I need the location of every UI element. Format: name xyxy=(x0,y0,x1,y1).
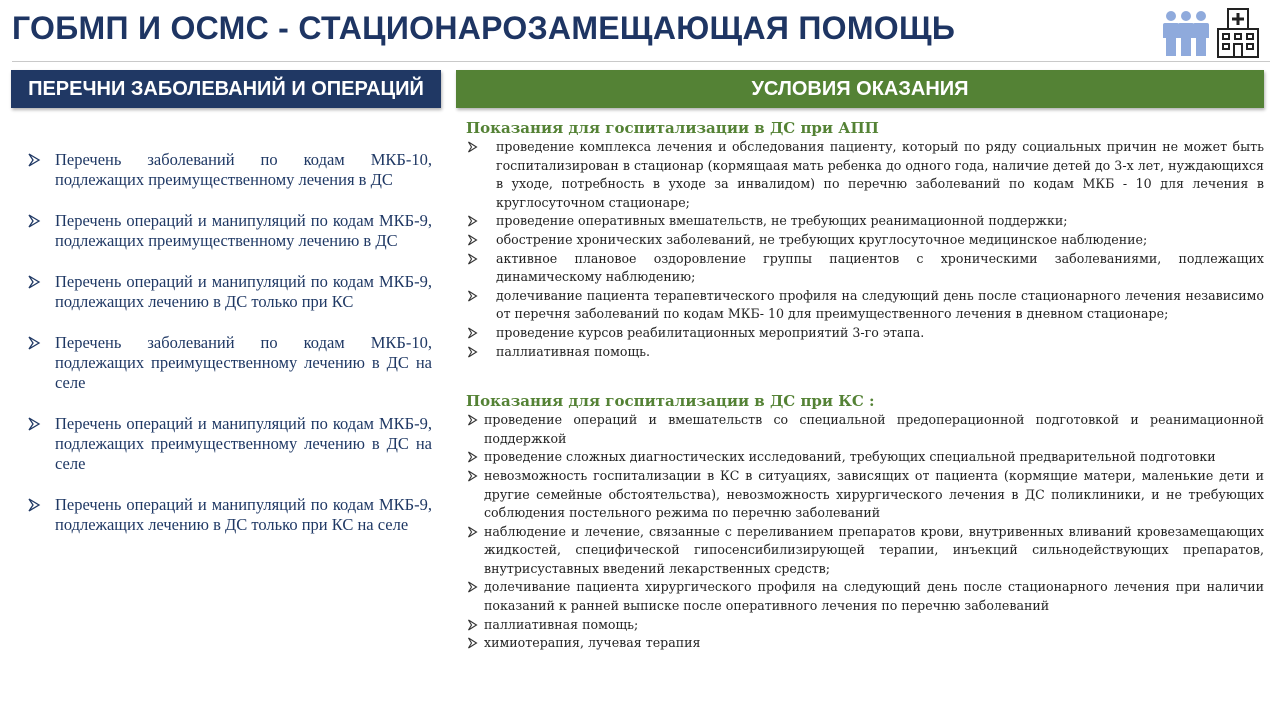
list-item: проведение операций и вмешательств со специальной предоперационной подготовкой и реанимационной поддержкой xyxy=(466,411,1264,448)
title-divider xyxy=(12,61,1270,62)
arrow-bullet-icon xyxy=(467,413,478,427)
list-item: активное плановое оздоровление группы пациентов с хроническими заболеваниями, подлежащих динамическому наблюдению; xyxy=(466,250,1264,287)
disease-lists xyxy=(27,150,432,556)
arrow-bullet-icon xyxy=(467,326,478,340)
section-title-ks: Показания для госпитализации в ДС при КС : xyxy=(466,392,875,411)
arrow-bullet-icon xyxy=(467,252,478,266)
arrow-bullet-icon xyxy=(467,289,478,303)
arrow-bullet-icon xyxy=(27,495,41,515)
list-item: Перечень операций и манипуляций по кодам МКБ-9, подлежащих лечению в ДС только при КС на селе xyxy=(27,495,432,535)
arrow-bullet-icon xyxy=(467,214,478,228)
left-panel-heading: ПЕРЕЧНИ ЗАБОЛЕВАНИЙ И ОПЕРАЦИЙ xyxy=(11,70,441,108)
list-item: Перечень заболеваний по кодам МКБ-10, подлежащих преимущественному лечения в ДС xyxy=(27,150,432,190)
list-item: обострение хронических заболеваний, не требующих круглосуточное медицинское наблюдение; xyxy=(466,231,1264,250)
arrow-bullet-icon xyxy=(467,140,478,154)
arrow-bullet-icon xyxy=(27,333,41,353)
list-item: долечивание пациента терапевтического профиля на следующий день после стационарного лечения независимо от перечня заболеваний по кодам МКБ- 10 для преимущественного лечения в дневном стационаре; xyxy=(466,287,1264,324)
header-icons xyxy=(1162,6,1268,60)
arrow-bullet-icon xyxy=(27,150,41,170)
section-title-app: Показания для госпитализации в ДС при АПП xyxy=(466,119,879,137)
list-item: проведение комплекса лечения и обследования пациенту, который по ряду социальных причин не может быть госпитализирован в стационар (кормящаая мать ребенка до одного года, наличие детей до 3-х лет, нуждающихся в уходе, потребность в уходе за инвалидом) по перечню заболеваний по кодам МКБ - 10 для лечения в круглосуточном стационаре; xyxy=(466,138,1264,212)
arrow-bullet-icon xyxy=(467,618,478,632)
list-item: Перечень операций и манипуляций по кодам МКБ-9, подлежащих преимущественному лечению в ДС на селе xyxy=(27,414,432,474)
list-item: химиотерапия, лучевая терапия xyxy=(466,634,1264,653)
arrow-bullet-icon xyxy=(467,345,478,359)
list-item: проведение курсов реабилитационных мероприятий 3-го этапа. xyxy=(466,324,1264,343)
arrow-bullet-icon xyxy=(467,525,478,539)
arrow-bullet-icon xyxy=(467,233,478,247)
people-icon xyxy=(1163,11,1209,56)
list-item: паллиативная помощь; xyxy=(466,616,1264,635)
arrow-bullet-icon xyxy=(27,211,41,231)
hospital-icon xyxy=(1218,9,1258,57)
arrow-bullet-icon xyxy=(27,272,41,292)
list-item: наблюдение и лечение, связанные с переливанием препаратов крови, внутривенных вливаний кровезамещающих жидкостей, специфической гипосенсибилизирующей терапии, инъекций сильнодействующих препаратов, внутрисуставных введений лекарственных средств; xyxy=(466,523,1264,579)
list-item: невозможность госпитализации в КС в ситуациях, зависящих от пациента (кормящие матери, маленькие дети и другие семейные обстоятельства), невозможность хирургического лечения в ДС поликлиники, и не требующих соблюдения постельного режима по перечню заболеваний xyxy=(466,467,1264,523)
list-item: проведение сложных диагностических исследований, требующих специальной предварительной подготовки xyxy=(466,448,1264,467)
list-item: Перечень операций и манипуляций по кодам МКБ-9, подлежащих лечению в ДС только при КС xyxy=(27,272,432,312)
conditions-content xyxy=(466,118,1264,653)
list-item: паллиативная помощь. xyxy=(466,343,1264,362)
page-title: ГОБМП И ОСМС - СТАЦИОНАРОЗАМЕЩАЮЩАЯ ПОМОЩЬ xyxy=(12,10,956,46)
list-item: Перечень операций и манипуляций по кодам МКБ-9, подлежащих преимущественному лечению в ДС xyxy=(27,211,432,251)
arrow-bullet-icon xyxy=(467,469,478,483)
ks-indications-list xyxy=(466,411,1264,653)
list-item: долечивание пациента хирургического профиля на следующий день после стационарного лечения при наличии показаний к ранней выписке после оперативного лечения по перечню заболеваний xyxy=(466,578,1264,615)
list-item: Перечень заболеваний по кодам МКБ-10, подлежащих преимущественному лечению в ДС на селе xyxy=(27,333,432,393)
app-indications-list xyxy=(466,138,1264,361)
arrow-bullet-icon xyxy=(467,636,478,650)
arrow-bullet-icon xyxy=(27,414,41,434)
list-item: проведение оперативных вмешательств, не требующих реанимационной поддержки; xyxy=(466,212,1264,231)
arrow-bullet-icon xyxy=(467,580,478,594)
arrow-bullet-icon xyxy=(467,450,478,464)
right-panel-heading: УСЛОВИЯ ОКАЗАНИЯ xyxy=(456,70,1264,108)
